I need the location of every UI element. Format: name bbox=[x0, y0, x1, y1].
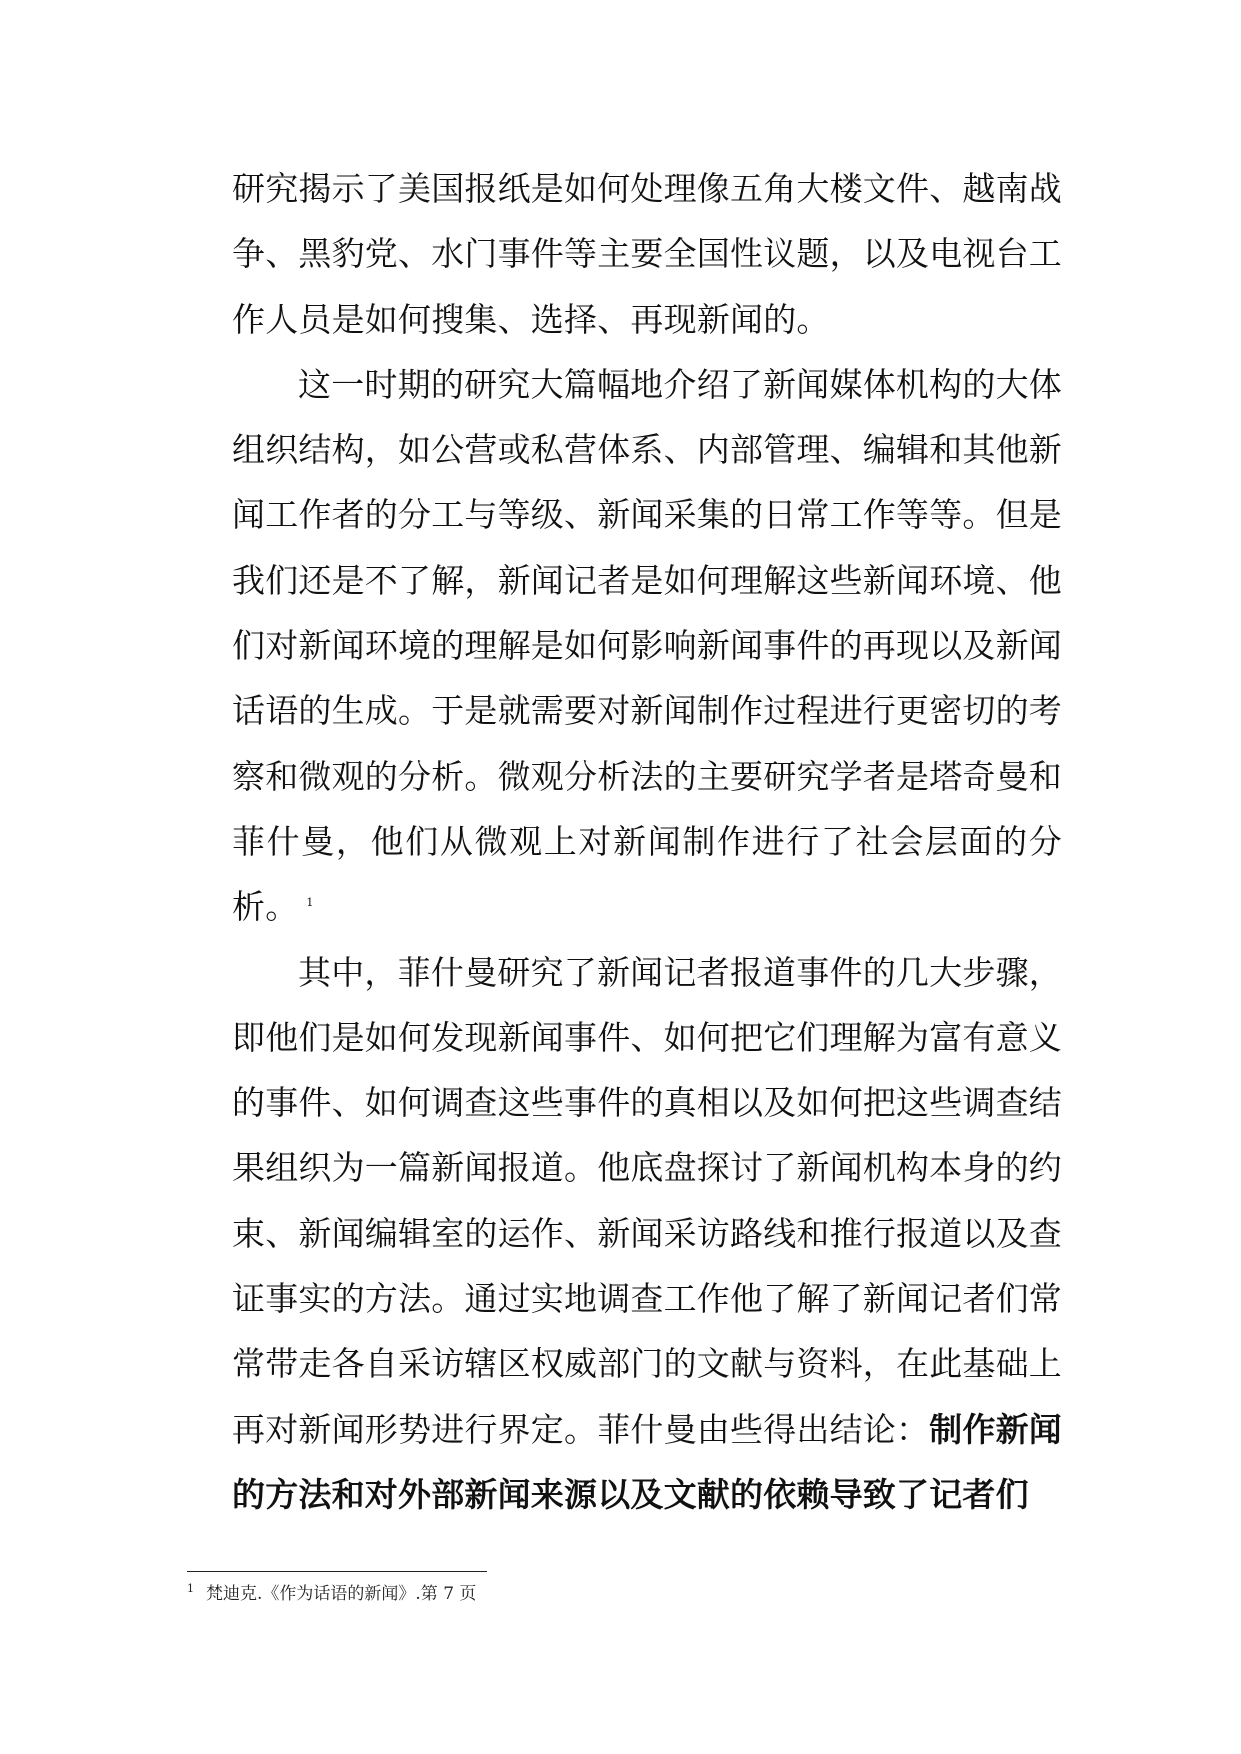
paragraph-2 bbox=[232, 352, 1062, 940]
footnote-number: 1 bbox=[187, 1582, 194, 1596]
paragraph-3-text: 其中，菲什曼研究了新闻记者报道事件的几大步骤，即他们是如何发现新闻事件、如何把它们理解为富有意义的事件、如何调查这些事件的真相以及如何把这些调查结果组织为一篇新闻报道。他底盘探讨了新闻机构本身的约束、新闻编辑室的运作、新闻采访路线和推行报道以及查证事实的方法。通过实地调查工作他了解了新闻记者们常常带走各自采访辖区权威部门的文献与资料，在此基础上再对新闻形势进行界定。菲什曼由些得出结论： bbox=[232, 952, 1062, 1449]
paragraph-1-text: 研究揭示了美国报纸是如何处理像五角大楼文件、越南战争、黑豹党、水门事件等主要全国性议题，以及电视台工作人员是如何搜集、选择、再现新闻的。 bbox=[232, 169, 1062, 339]
paragraph-3 bbox=[232, 940, 1062, 1528]
paragraph-1 bbox=[232, 156, 1062, 352]
footnote-reference[interactable]: 1 bbox=[306, 896, 314, 910]
footnote-separator bbox=[187, 1571, 487, 1572]
body-text bbox=[232, 156, 1062, 1527]
footnote-text: 梵迪克.《作为话语的新闻》.第 7 页 bbox=[206, 1584, 477, 1604]
paragraph-2-text: 这一时期的研究大篇幅地介绍了新闻媒体机构的大体组织结构，如公营或私营体系、内部管理、编辑和其他新闻工作者的分工与等级、新闻采集的日常工作等等。但是我们还是不了解，新闻记者是如何理解这些新闻环境、他们对新闻环境的理解是如何影响新闻事件的再现以及新闻话语的生成。于是就需要对新闻制作过程进行更密切的考察和微观的分析。微观分析法的主要研究学者是塔奇曼和菲什曼，他们从微观上对新闻制作进行了社会层面的分析。 bbox=[232, 364, 1062, 927]
paragraph-3-bold-text: 制作新闻的方法和对外部新闻来源以及文献的依赖导致了记者们 bbox=[232, 1409, 1063, 1514]
footnote bbox=[187, 1582, 476, 1606]
